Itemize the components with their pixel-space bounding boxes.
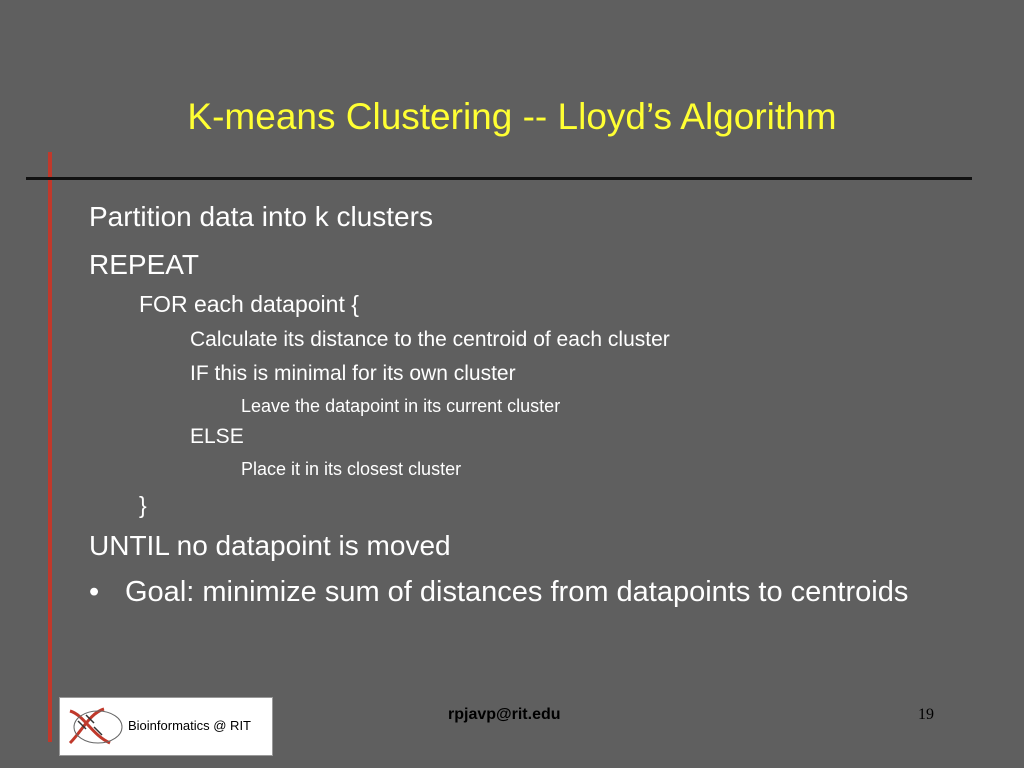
body-line-for-each: FOR each datapoint { [139,291,359,317]
goal-bullet [89,574,949,610]
body-line-leave: Leave the datapoint in its current cluster [241,396,561,416]
body-line-until: UNTIL no datapoint is moved [89,530,451,561]
goal-text: Goal: minimize sum of distances from datapoints to centroids [125,576,909,608]
vertical-accent-rule [48,152,52,742]
title-divider [26,177,972,180]
body-line-repeat: REPEAT [89,249,199,280]
body-line-if: IF this is minimal for its own cluster [190,362,516,385]
slide-title: K-means Clustering -- Lloyd’s Algorithm [187,96,837,137]
body-line-partition: Partition data into k clusters [89,201,433,232]
body-line-calculate: Calculate its distance to the centroid of each cluster [190,328,670,351]
body-line-close-brace: } [139,492,147,518]
dna-helix-icon [64,701,124,751]
logo-text: Bioinformatics @ RIT [128,718,251,733]
bullet-marker: • [89,576,100,608]
footer-email: rpjavp@rit.edu [448,706,561,723]
slide-number: 19 [918,706,934,723]
bioinformatics-logo [59,697,273,756]
body-line-else: ELSE [190,425,244,448]
body-line-place: Place it in its closest cluster [241,459,462,479]
